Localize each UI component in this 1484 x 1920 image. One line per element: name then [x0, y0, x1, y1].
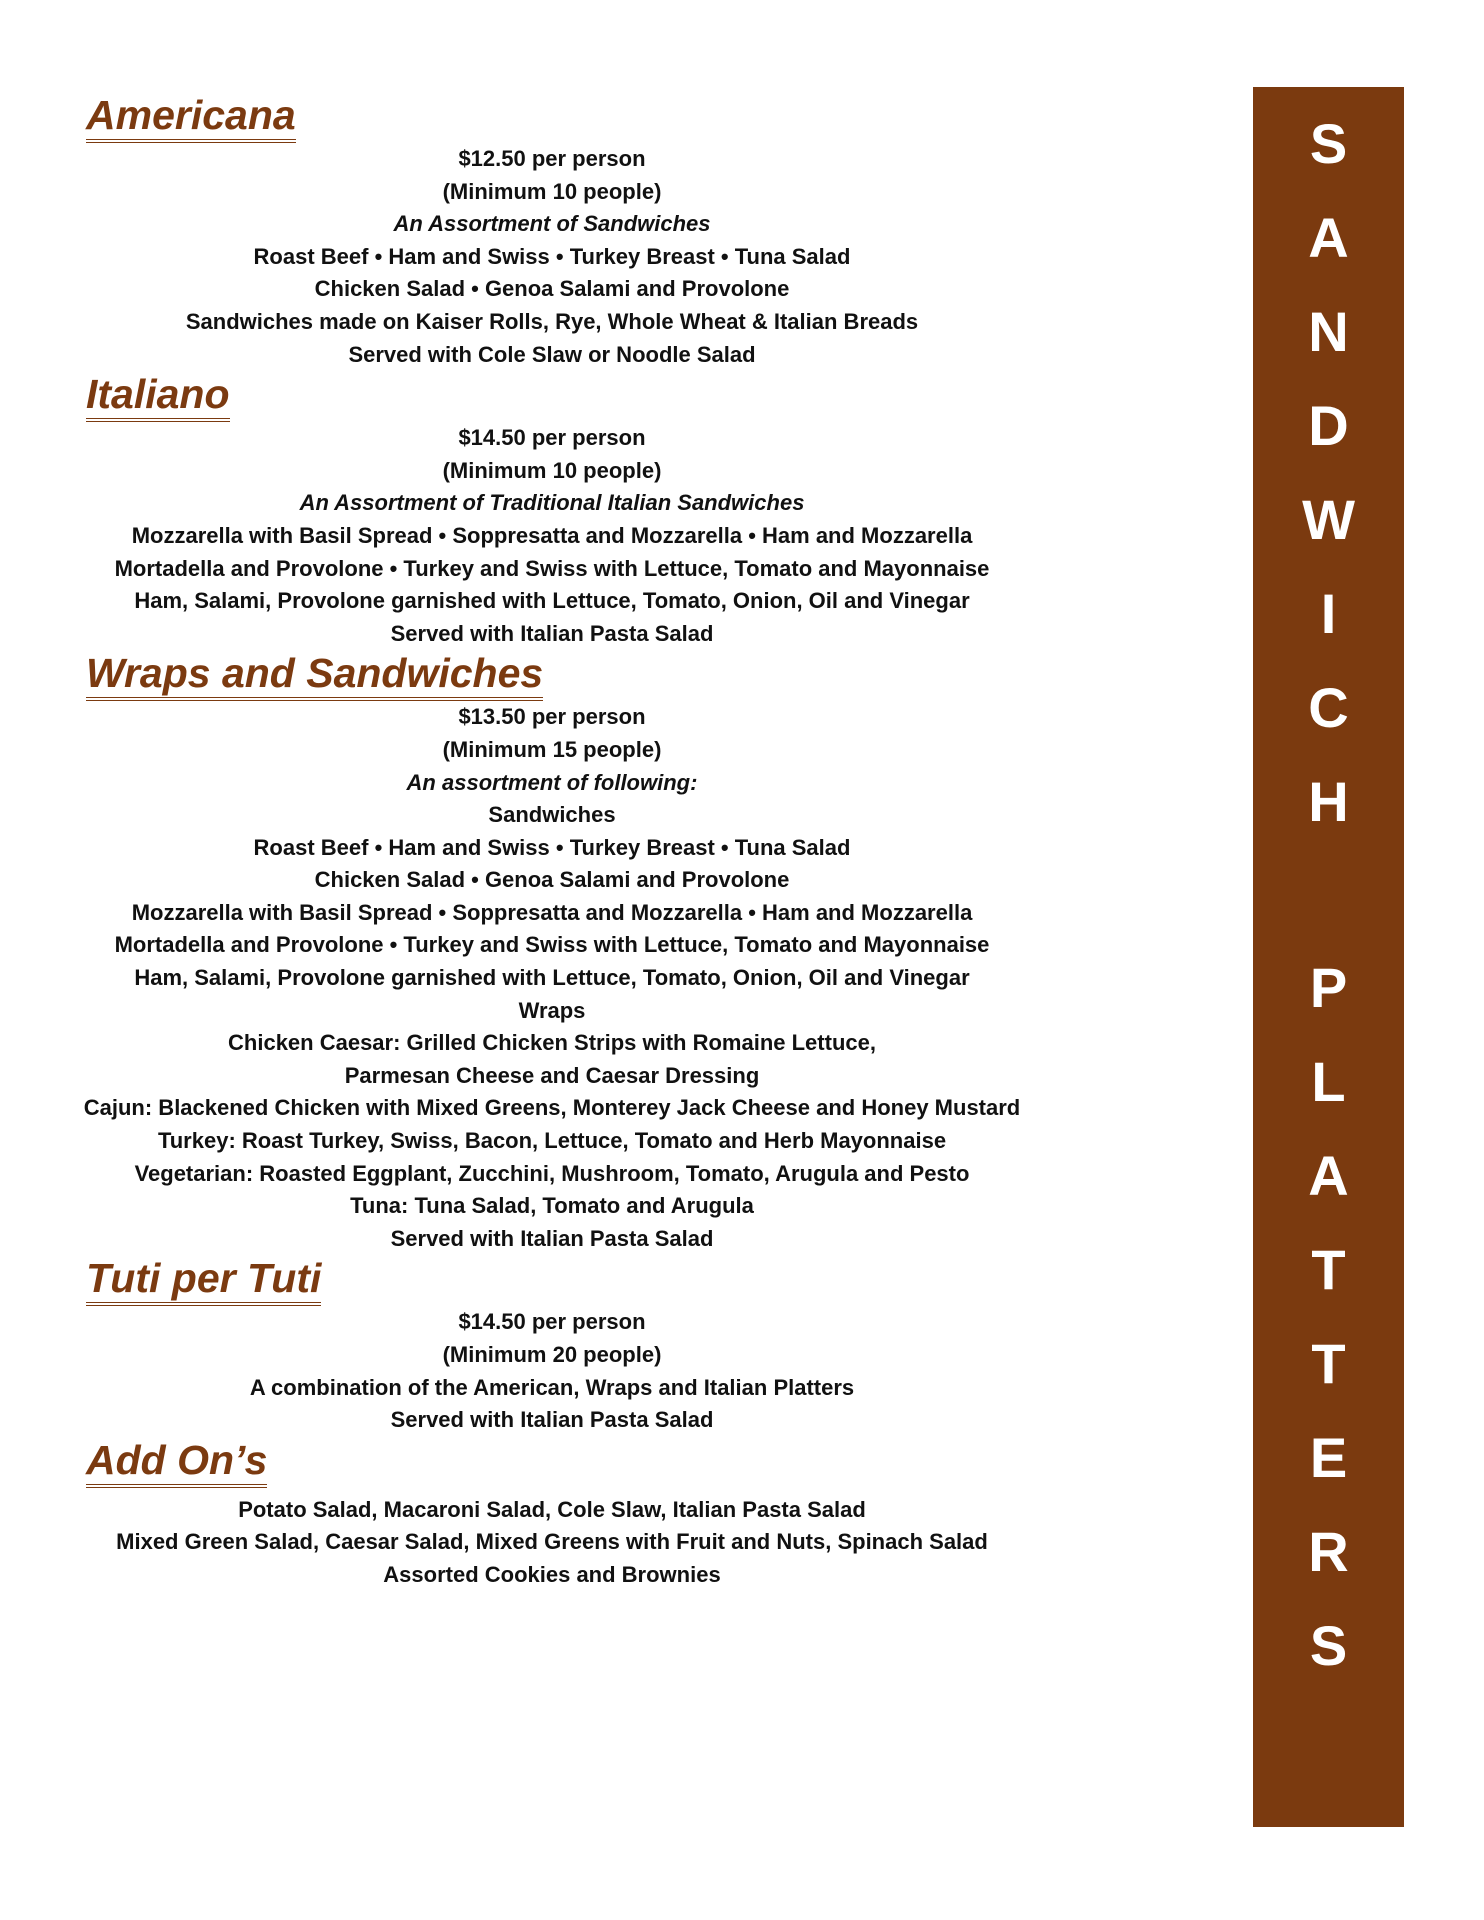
section-lines [2, 143, 1102, 371]
section-lines [2, 701, 1102, 1255]
menu-line: (Minimum 20 people) [442, 1342, 662, 1367]
section-heading: Americana [86, 92, 296, 143]
section-heading: Italiano [86, 371, 230, 422]
price-line: $14.50 per person [458, 425, 646, 451]
banner-letter: I [1320, 582, 1337, 645]
menu-line: Chicken Salad • Genoa Salami and Provolone [314, 867, 790, 893]
section-lines [2, 1494, 1102, 1592]
menu-line: Roast Beef • Ham and Swiss • Turkey Breast • Tuna Salad [253, 243, 851, 269]
menu-line: (Minimum 10 people) [442, 457, 662, 483]
section-lines [2, 422, 1102, 650]
menu-line: Assorted Cookies and Brownies [383, 1561, 721, 1587]
banner-letter: E [1309, 1426, 1348, 1489]
banner-letter: H [1308, 770, 1349, 833]
menu-line: Chicken Salad • Genoa Salami and Provolone [314, 276, 790, 302]
menu-line: Turkey: Roast Turkey, Swiss, Bacon, Lettuce, Tomato and Herb Mayonnaise [157, 1128, 947, 1154]
section-tuti-per-tuti [86, 1255, 1176, 1436]
menu-line: Parmesan Cheese and Caesar Dressing [344, 1062, 760, 1088]
menu-line: Ham, Salami, Provolone garnished with Lettuce, Tomato, Onion, Oil and Vinegar [134, 965, 970, 991]
price-line: $13.50 per person [458, 704, 646, 730]
menu-line: Vegetarian: Roasted Eggplant, Zucchini, Mushroom, Tomato, Arugula and Pesto [134, 1160, 970, 1186]
banner-letter: N [1308, 300, 1349, 363]
menu-line: Served with Italian Pasta Salad [390, 1407, 714, 1433]
banner-letter: A [1308, 1144, 1349, 1207]
menu-line: Sandwiches made on Kaiser Rolls, Rye, Whole Wheat & Italian Breads [185, 308, 919, 334]
section-heading: Tuti per Tuti [86, 1255, 321, 1306]
banner-letter: R [1308, 1520, 1349, 1583]
section-heading: Add On’s [86, 1437, 267, 1488]
menu-line: Tuna: Tuna Salad, Tomato and Arugula [350, 1193, 754, 1219]
menu-line: Potato Salad, Macaroni Salad, Cole Slaw, Italian Pasta Salad [238, 1496, 866, 1522]
menu-line: Cajun: Blackened Chicken with Mixed Greens, Monterey Jack Cheese and Honey Mustard [83, 1095, 1021, 1121]
menu-line: Served with Cole Slaw or Noodle Salad [348, 341, 756, 367]
menu-line: Served with Italian Pasta Salad [390, 620, 714, 646]
banner-letter: D [1308, 394, 1349, 457]
menu-line: Mortadella and Provolone • Turkey and Swiss with Lettuce, Tomato and Mayonnaise [114, 555, 990, 581]
banner-letter: P [1309, 956, 1348, 1019]
menu-line: Mortadella and Provolone • Turkey and Swiss with Lettuce, Tomato and Mayonnaise [114, 932, 990, 958]
banner-letter: T [1311, 1238, 1346, 1301]
banner-letter: W [1302, 488, 1355, 551]
menu-line: Wraps [518, 997, 586, 1023]
menu-line: An assortment of following: [406, 769, 698, 795]
section-americana [86, 92, 1176, 371]
menu-line: Ham, Salami, Provolone garnished with Lettuce, Tomato, Onion, Oil and Vinegar [134, 588, 970, 614]
menu-line: Roast Beef • Ham and Swiss • Turkey Breast • Tuna Salad [253, 834, 851, 860]
menu-line: (Minimum 15 people) [442, 736, 662, 762]
section-italiano [86, 371, 1176, 650]
menu-line: Sandwiches [488, 802, 616, 828]
section-wraps-and-sandwiches [83, 650, 1176, 1255]
banner-letter: S [1309, 1614, 1348, 1677]
section-heading: Wraps and Sandwiches [86, 650, 543, 701]
menu-line: A combination of the American, Wraps and Italian Platters [249, 1374, 855, 1400]
menu-content [83, 92, 1176, 1592]
banner-letter: A [1308, 206, 1349, 269]
sandwich-platters-side-banner [1253, 87, 1404, 1827]
banner-letter: T [1311, 1332, 1346, 1395]
menu-line: (Minimum 10 people) [442, 178, 662, 204]
price-line: $14.50 per person [458, 1309, 646, 1335]
menu-line: An Assortment of Traditional Italian Sandwiches [299, 490, 805, 516]
banner-letter: C [1308, 676, 1349, 739]
menu-line: Mixed Green Salad, Caesar Salad, Mixed Greens with Fruit and Nuts, Spinach Salad [116, 1529, 988, 1555]
menu-line: An Assortment of Sandwiches [393, 211, 711, 237]
menu-line: Mozzarella with Basil Spread • Soppresatta and Mozzarella • Ham and Mozzarella [131, 899, 973, 925]
menu-line: Mozzarella with Basil Spread • Soppresatta and Mozzarella • Ham and Mozzarella [131, 522, 973, 548]
section-lines [2, 1306, 1102, 1436]
banner-letter: S [1309, 112, 1348, 175]
menu-line: Chicken Caesar: Grilled Chicken Strips with Romaine Lettuce, [228, 1030, 876, 1056]
menu-line: Served with Italian Pasta Salad [390, 1225, 714, 1251]
price-line: $12.50 per person [458, 146, 646, 171]
section-add-on-s [86, 1437, 1176, 1592]
banner-letter: L [1311, 1050, 1346, 1113]
